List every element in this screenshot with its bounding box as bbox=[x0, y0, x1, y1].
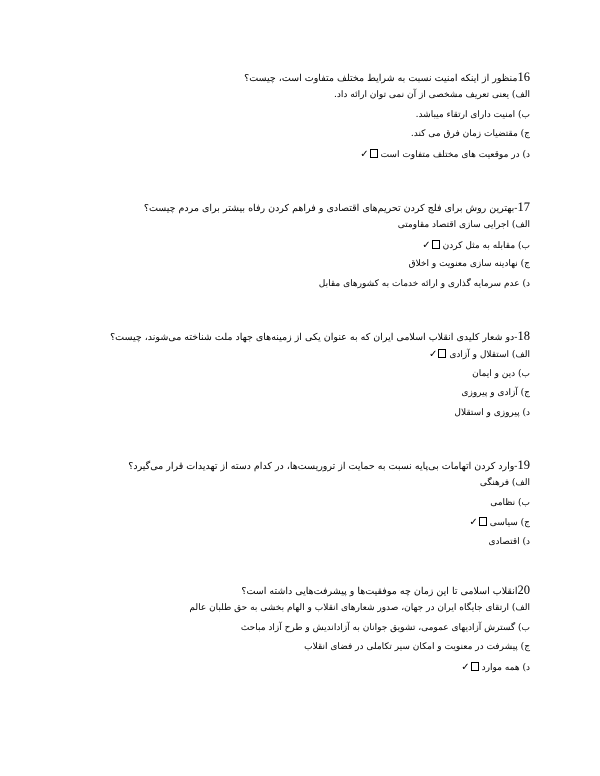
option-be bbox=[60, 239, 530, 252]
option-text: ج) نهادینه سازی معنویت و اخلاق bbox=[408, 259, 530, 269]
option-text: الف) استقلال و آزادی bbox=[449, 350, 530, 360]
option-text: ج) مقتضیات زمان فرق می کند. bbox=[410, 129, 530, 139]
option-dal bbox=[60, 278, 530, 291]
question-17 bbox=[60, 200, 530, 297]
question-text: انقلاب اسلامی تا این زمان چه موفقیت‌ها و پیشرفت‌هایی داشته است؟ bbox=[241, 586, 518, 597]
question-18 bbox=[60, 329, 530, 426]
question-text: منظور از اینکه امنیت نسبت به شرایط مختلف متفاوت است، چیست؟ bbox=[244, 73, 518, 84]
question-19 bbox=[60, 458, 530, 555]
question-text: -دو شعار کلیدی انقلاب اسلامی ایران که به عنوان یکی از زمینه‌های جهاد ملت شناخته می‌شوند، چیست؟ bbox=[110, 332, 518, 343]
option-alef bbox=[60, 219, 530, 232]
option-jim bbox=[60, 387, 530, 400]
checkbox-square-icon bbox=[479, 517, 487, 526]
option-text: ج) سیاسی bbox=[489, 518, 530, 528]
option-dal bbox=[60, 148, 530, 161]
option-jim bbox=[60, 641, 530, 654]
option-dal bbox=[60, 661, 530, 674]
checkmark-icon: ✓ bbox=[469, 517, 478, 528]
question-number: 19 bbox=[517, 458, 530, 472]
option-text: ج) آزادی و پیروزی bbox=[461, 388, 530, 398]
question-number: 16 bbox=[517, 70, 530, 84]
option-be bbox=[60, 109, 530, 122]
option-jim bbox=[60, 128, 530, 141]
option-dal bbox=[60, 407, 530, 420]
answer-check-mark-icon bbox=[360, 148, 377, 162]
option-be bbox=[60, 368, 530, 381]
option-jim bbox=[60, 258, 530, 271]
question-title bbox=[60, 329, 530, 343]
answer-check-mark-icon bbox=[429, 348, 446, 362]
question-text: -وارد کردن اتهامات بی‌پایه نسبت به حمایت از تروریست‌ها، در کدام دسته از تهدیدات قرار می‌گیرد؟ bbox=[128, 461, 518, 472]
option-text: د) عدم سرمایه گذاری و ارائه خدمات به کشورهای مقابل bbox=[318, 278, 530, 289]
option-text: ب) مقابله به مثل کردن bbox=[442, 240, 530, 251]
question-number: 17 bbox=[517, 200, 530, 214]
question-title bbox=[60, 458, 530, 472]
option-text: ب) نظامی bbox=[490, 497, 530, 508]
question-text: -بهترین روش برای فلج کردن تحریم‌های اقتصادی و فراهم کردن رفاه بیشتر برای مردم چیست؟ bbox=[143, 203, 518, 214]
checkmark-icon: ✓ bbox=[461, 661, 470, 673]
option-text: ب) گسترش آزادیهای عمومی، تشویق جوانان به آزاداندیش و طرح آزاد مباحث bbox=[240, 622, 530, 633]
question-number: 20 bbox=[517, 583, 530, 597]
option-text: د) در موقعیت های مختلف متفاوت است bbox=[380, 149, 530, 160]
answer-check-mark-icon bbox=[469, 516, 486, 530]
checkmark-icon: ✓ bbox=[422, 239, 431, 251]
option-text: ج) پیشرفت در معنویت و امکان سیر تکاملی در فضای انقلاب bbox=[304, 642, 530, 652]
question-20 bbox=[60, 583, 530, 680]
question-number: 18 bbox=[517, 329, 530, 343]
option-alef bbox=[60, 477, 530, 490]
option-alef bbox=[60, 602, 530, 615]
question-title bbox=[60, 70, 530, 84]
option-be bbox=[60, 622, 530, 635]
option-text: الف) فرهنگی bbox=[479, 478, 530, 488]
option-jim bbox=[60, 516, 530, 529]
checkbox-square-icon bbox=[370, 149, 378, 158]
option-alef bbox=[60, 89, 530, 102]
option-text: د) پیروزی و استقلال bbox=[454, 407, 530, 418]
option-text: ب) دین و ایمان bbox=[472, 368, 530, 379]
option-text: ب) امنیت دارای ارتقاء میباشد. bbox=[415, 109, 530, 120]
checkbox-square-icon bbox=[471, 662, 479, 671]
option-text: الف) اجرایی سازی اقتصاد مقاومتی bbox=[397, 220, 530, 230]
option-text: د) همه موارد bbox=[481, 662, 530, 673]
checkbox-square-icon bbox=[432, 240, 440, 249]
checkmark-icon: ✓ bbox=[360, 148, 369, 160]
checkmark-icon: ✓ bbox=[428, 349, 438, 360]
answer-check-mark-icon bbox=[461, 661, 478, 675]
option-be bbox=[60, 497, 530, 510]
option-alef bbox=[60, 348, 530, 361]
option-text: الف) ارتقای جایگاه ایران در جهان، صدور شعارهای انقلاب و الهام بخشی به حق طلبان عالم bbox=[189, 603, 530, 613]
checkbox-square-icon bbox=[438, 349, 446, 358]
question-title bbox=[60, 583, 530, 597]
answer-check-mark-icon bbox=[422, 239, 439, 253]
option-text: الف) یعنی تعریف مشخصی از آن نمی توان ارائه داد. bbox=[334, 90, 530, 100]
question-16 bbox=[60, 70, 530, 167]
question-title bbox=[60, 200, 530, 214]
option-text: د) اقتصادی bbox=[488, 536, 530, 547]
option-dal bbox=[60, 536, 530, 549]
